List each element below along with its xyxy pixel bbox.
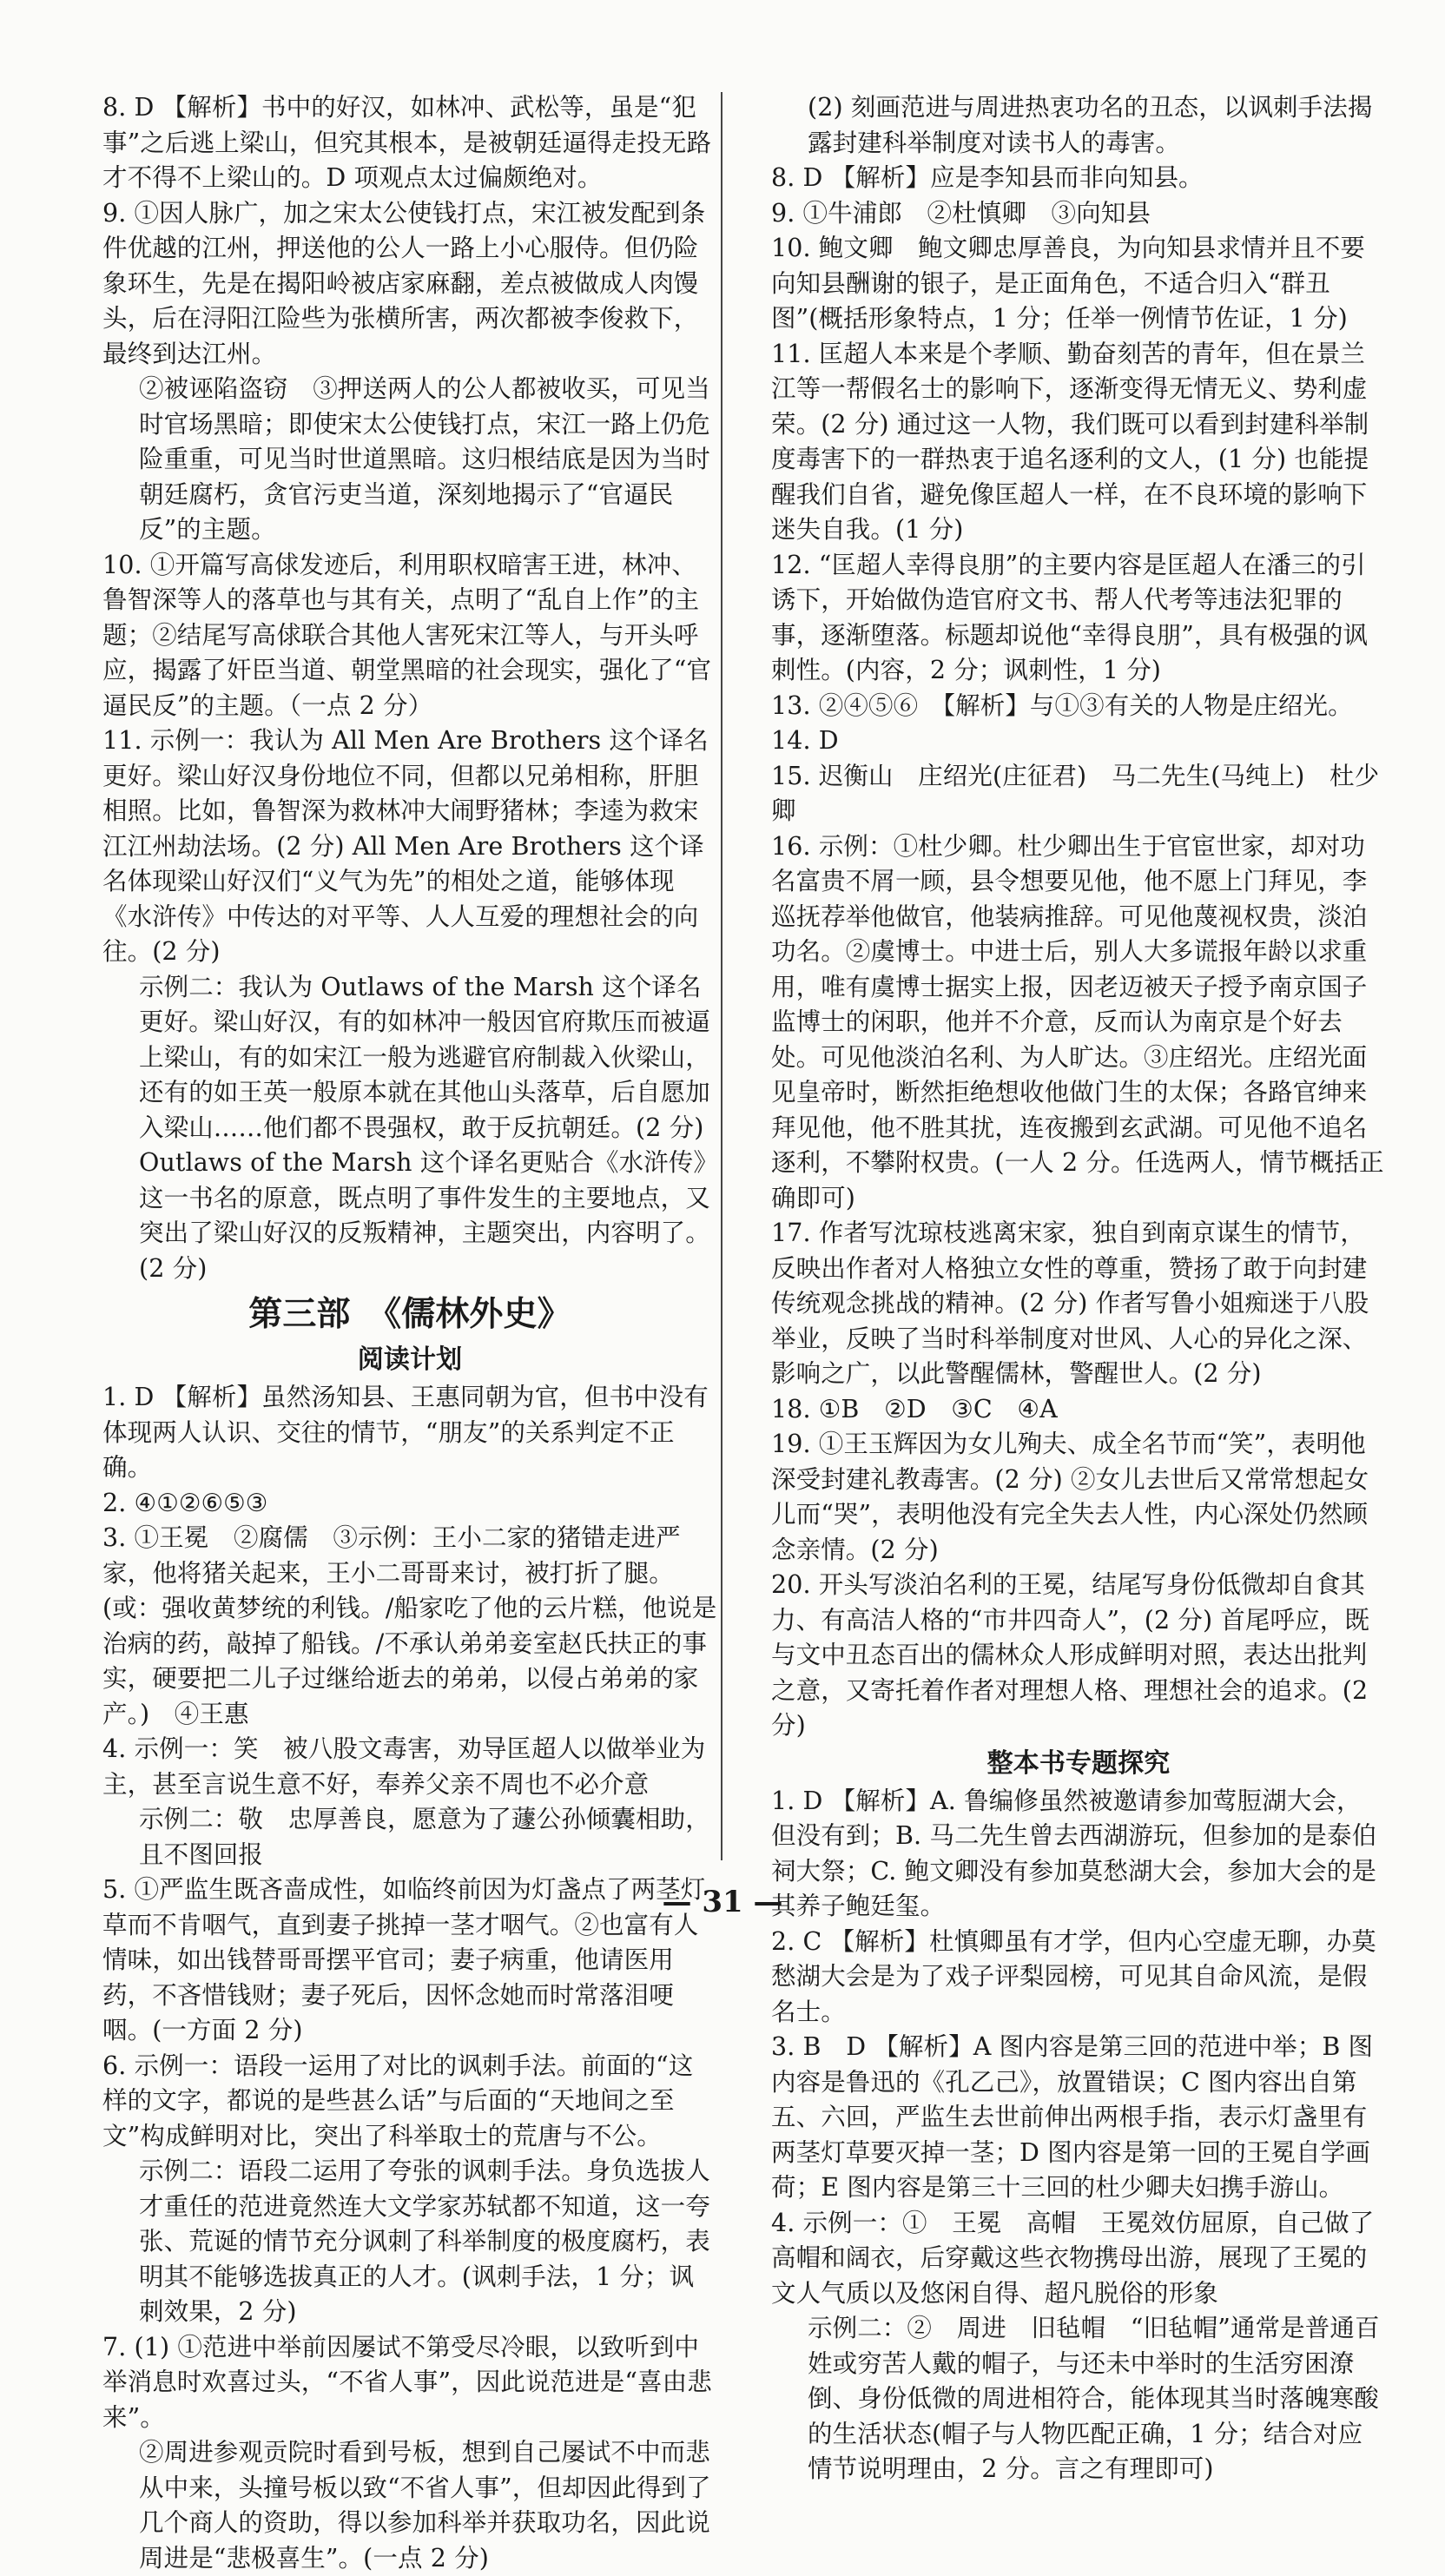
answer-text: 5. ①严监生既吝啬成性，如临终前因为灯盏点了两茎灯草而不肯咽气，直到妻子挑掉一茎才咽气。②也富有人情味，如出钱替哥哥摆平官司；妻子病重，他请医用药，不吝惜钱财；妻子死后，因怀念她而时常落泪哽咽。(一方面 2 分): [102, 1873, 717, 2049]
reading-answer-1: [102, 1380, 717, 1486]
answer-10: [102, 548, 717, 724]
answer-text: ②周进参观贡院时看到号板，想到自己屡试不中而悲从中来，头撞号板以致“不省人事”，但却因此得到了几个商人的资助，得以参加科举并获取功名，因此说周进是“悲极喜生”。(一点 2 分): [102, 2435, 717, 2576]
reading-answer-16: [771, 829, 1386, 1217]
answer-text: 20. 开头写淡泊名利的王冕，结尾写身份低微却自食其力、有高洁人格的“市井四奇人”，(2 分) 首尾呼应，既与文中丑态百出的儒林众人形成鲜明对照，表达出批判之意，又寄托着作者对理想人格、理想社会的追求。(2 分): [771, 1568, 1386, 1744]
answer-text: 6. 示例一：语段一运用了对比的讽刺手法。前面的“这样的文字，都说的是些甚么话”与后面的“天地间之至文”构成鲜明对比，突出了科举取士的荒唐与不公。: [102, 2049, 717, 2155]
answer-text: (2) 刻画范进与周进热衷功名的丑态，以讽刺手法揭露封建科举制度对读书人的毒害。: [771, 90, 1386, 161]
answer-text: 4. 示例一：① 王冕 高帽 王冕效仿屈原，自己做了高帽和阔衣，后穿戴这些衣物携母出游，展现了王冕的文人气质以及悠闲自得、超凡脱俗的形象: [771, 2206, 1386, 2312]
reading-answer-13: [771, 689, 1386, 724]
answer-text: 1. D 【解析】A. 鲁编修虽然被邀请参加莺脰湖大会，但没有到；B. 马二先生曾去西湖游玩，但参加的是泰伯祠大祭；C. 鲍文卿没有参加莫愁湖大会，参加大会的是其养子鲍廷玺。: [771, 1784, 1386, 1925]
answer-text: 11. 匡超人本来是个孝顺、勤奋刻苦的青年，但在景兰江等一帮假名士的影响下，逐渐变得无情无义、势利虚荣。(2 分) 通过这一人物，我们既可以看到封建科举制度毒害下的一群热衷于追名逐利的文人，(1 分) 也能提醒我们自省，避免像匡超人一样，在不良环境的影响下迷失自我。(1 分): [771, 337, 1386, 548]
answer-text: 18. ①B ②D ③C ④A: [771, 1392, 1386, 1428]
answer-text: 1. D 【解析】虽然汤知县、王惠同朝为官，但书中没有体现两人认识、交往的情节，“朋友”的关系判定不正确。: [102, 1380, 717, 1486]
answer-text: 示例二：敬 忠厚善良，愿意为了蘧公孙倾囊相助，且不图回报: [102, 1802, 717, 1873]
left-column: [102, 90, 717, 2576]
topic-answer-4: [771, 2206, 1386, 2487]
answer-text: 19. ①王玉辉因为女儿殉夫、成全名节而“笑”，表明他深受封建礼教毒害。(2 分) ②女儿去世后又常常想起女儿而“哭”，表明他没有完全失去人性，内心深处仍然顾念亲情。(2 分): [771, 1427, 1386, 1568]
answer-text: 7. (1) ①范进中举前因屡试不第受尽冷眼，以致听到中举消息时欢喜过头，“不省人事”，因此说范进是“喜由悲来”。: [102, 2330, 717, 2436]
answer-text: 9. ①因人脉广，加之宋太公使钱打点，宋江被发配到条件优越的江州，押送他的公人一路上小心服侍。但仍险象环生，先是在揭阳岭被店家麻翻，差点被做成人肉馒头，后在浔阳江险些为张横所害，两次都被李俊救下，最终到达江州。: [102, 196, 717, 373]
answer-8: [102, 90, 717, 196]
answer-text: 示例二：② 周进 旧毡帽 “旧毡帽”通常是普通百姓或穷苦人戴的帽子，与还未中举时的生活穷困潦倒、身份低微的周进相符合，能体现其当时落魄寒酸的生活状态(帽子与人物匹配正确，1 分；结合对应情节说明理由，2 分。言之有理即可): [771, 2311, 1386, 2487]
answer-text: 14. D: [771, 723, 1386, 759]
reading-answer-20: [771, 1568, 1386, 1744]
reading-answer-9: [771, 196, 1386, 232]
answer-text: 4. 示例一：笑 被八股文毒害，劝导匡超人以做举业为主，甚至言说生意不好，奉养父亲不周也不必介意: [102, 1732, 717, 1802]
reading-answer-17: [771, 1216, 1386, 1392]
reading-answer-11: [771, 337, 1386, 548]
answer-text: 15. 迟衡山 庄绍光(庄征君) 马二先生(马纯上) 杜少卿: [771, 759, 1386, 829]
reading-answer-19: [771, 1427, 1386, 1568]
sub-title-topic-exploration: 整本书专题探究: [771, 1744, 1386, 1784]
reading-answer-6: [102, 2049, 717, 2330]
answer-text: 2. ④①②⑥⑤③: [102, 1486, 717, 1522]
answer-text: 8. D 【解析】书中的好汉，如林冲、武松等，虽是“犯事”之后逃上梁山，但究其根本，是被朝廷逼得走投无路才不得不上梁山的。D 项观点太过偏颇绝对。: [102, 90, 717, 196]
answer-text: 3. ①王冕 ②腐儒 ③示例：王小二家的猪错走进严家，他将猪关起来，王小二哥哥来讨，被打折了腿。(或：强收黄梦统的利钱。/船家吃了他的云片糕，他说是治病的药，敲掉了船钱。/不承认弟弟妾室赵氏扶正的事实，硬要把二儿子过继给逝去的弟弟，以侵占弟弟的家产。) ④王惠: [102, 1521, 717, 1732]
column-divider: [721, 92, 722, 1860]
reading-answer-3: [102, 1521, 717, 1732]
answer-9: [102, 196, 717, 548]
reading-answer-12: [771, 548, 1386, 689]
answer-text: 16. 示例：①杜少卿。杜少卿出生于官宦世家，却对功名富贵不屑一顾，县令想要见他，他不愿上门拜见，李巡抚荐举他做官，他装病推辞。可见他蔑视权贵，淡泊功名。②虞博士。中进士后，别人大多谎报年龄以求重用，唯有虞博士据实上报，因老迈被天子授予南京国子监博士的闲职，他并不介意，反而认为南京是个好去处。可见他淡泊名利、为人旷达。③庄绍光。庄绍光面见皇帝时，断然拒绝想收他做门生的太保；各路官绅来拜见他，他不胜其扰，连夜搬到玄武湖。可见他不追名逐利，不攀附权贵。(一人 2 分。任选两人，情节概括正确即可): [771, 829, 1386, 1217]
sub-title-reading-plan: 阅读计划: [102, 1340, 717, 1380]
answer-11: [102, 723, 717, 1286]
answer-text: 9. ①牛浦郎 ②杜慎卿 ③向知县: [771, 196, 1386, 232]
answer-text: 11. 示例一：我认为 All Men Are Brothers 这个译名更好。梁山好汉身份地位不同，但都以兄弟相称，肝胆相照。比如，鲁智深为救林冲大闹野猪林；李逵为救宋江江州劫法场。(2 分) All Men Are Brothers 这个译名体现梁山好汉们“义气为先”的相处之道，能够体现《水浒传》中传达的对平等、人人互爱的理想社会的向往。(2 分): [102, 723, 717, 970]
answer-text: 3. B D 【解析】A 图内容是第三回的范进中举；B 图内容是鲁迅的《孔乙己》，放置错误；C 图内容出自第五、六回，严监生去世前伸出两根手指，表示灯盏里有两茎灯草要灭掉一茎；D 图内容是第一回的王冕自学画荷；E 图内容是第三十三回的杜少卿夫妇携手游山。: [771, 2030, 1386, 2206]
answer-text: 17. 作者写沈琼枝逃离宋家，独自到南京谋生的情节，反映出作者对人格独立女性的尊重，赞扬了敢于向封建传统观念挑战的精神。(2 分) 作者写鲁小姐痴迷于八股举业，反映了当时科举制度对世风、人心的异化之深、影响之广，以此警醒儒林，警醒世人。(2 分): [771, 1216, 1386, 1392]
reading-answer-18: [771, 1392, 1386, 1428]
answer-text: 示例二：语段二运用了夸张的讽刺手法。身负选拔人才重任的范进竟然连大文学家苏轼都不知道，这一夸张、荒诞的情节充分讽刺了科举制度的极度腐朽，表明其不能够选拔真正的人才。(讽刺手法，1 分；讽刺效果，2 分): [102, 2154, 717, 2330]
reading-answer-7: [102, 2330, 717, 2576]
answer-text: ②被诬陷盗窃 ③押送两人的公人都被收买，可见当时官场黑暗；即使宋太公使钱打点，宋江一路上仍危险重重，可见当时世道黑暗。这归根结底是因为当时朝廷腐朽，贪官污吏当道，深刻地揭示了“官逼民反”的主题。: [102, 372, 717, 548]
answer-text: 示例二：我认为 Outlaws of the Marsh 这个译名更好。梁山好汉，有的如林冲一般因官府欺压而被逼上梁山，有的如宋江一般为逃避官府制裁入伙梁山，还有的如王英一般原本就在其他山头落草，后自愿加入梁山……他们都不畏强权，敢于反抗朝廷。(2 分) Outlaws of the Marsh 这个译名更贴合《水浒传》这一书名的原意，既点明了事件发生的主要地点，又突出了梁山好汉的反叛精神，主题突出，内容明了。(2 分): [102, 970, 717, 1287]
right-column: [771, 90, 1386, 2487]
answer-text: 12. “匡超人幸得良朋”的主要内容是匡超人在潘三的引诱下，开始做伪造官府文书、帮人代考等违法犯罪的事，逐渐堕落。标题却说他“幸得良朋”，具有极强的讽刺性。(内容，2 分；讽刺性，1 分): [771, 548, 1386, 689]
topic-answer-3: [771, 2030, 1386, 2206]
answer-text: 10. ①开篇写高俅发迹后，利用职权暗害王进，林冲、鲁智深等人的落草也与其有关，点明了“乱自上作”的主题；②结尾写高俅联合其他人害死宋江等人，与开头呼应，揭露了奸臣当道、朝堂黑暗的社会现实，强化了“官逼民反”的主题。（一点 2 分）: [102, 548, 717, 724]
answer-text: 13. ②④⑤⑥ 【解析】与①③有关的人物是庄绍光。: [771, 689, 1386, 724]
reading-answer-10: [771, 231, 1386, 337]
answer-text: 2. C 【解析】杜慎卿虽有才学，但内心空虚无聊，办莫愁湖大会是为了戏子评梨园榜，可见其自命风流，是假名士。: [771, 1925, 1386, 2031]
page-number: — 31 —: [0, 1885, 1445, 1919]
reading-answer-2: [102, 1486, 717, 1522]
reading-answer-7-2: [771, 90, 1386, 161]
answer-text: 10. 鲍文卿 鲍文卿忠厚善良，为向知县求情并且不要向知县酬谢的银子，是正面角色，不适合归入“群丑图”(概括形象特点，1 分；任举一例情节佐证，1 分): [771, 231, 1386, 337]
reading-answer-14: [771, 723, 1386, 759]
reading-answer-15: [771, 759, 1386, 829]
reading-answer-8: [771, 161, 1386, 196]
answer-text: 8. D 【解析】应是李知县而非向知县。: [771, 161, 1386, 196]
section-title: 第三部 《儒林外史》: [102, 1290, 717, 1340]
reading-answer-4: [102, 1732, 717, 1873]
topic-answer-2: [771, 1925, 1386, 2031]
